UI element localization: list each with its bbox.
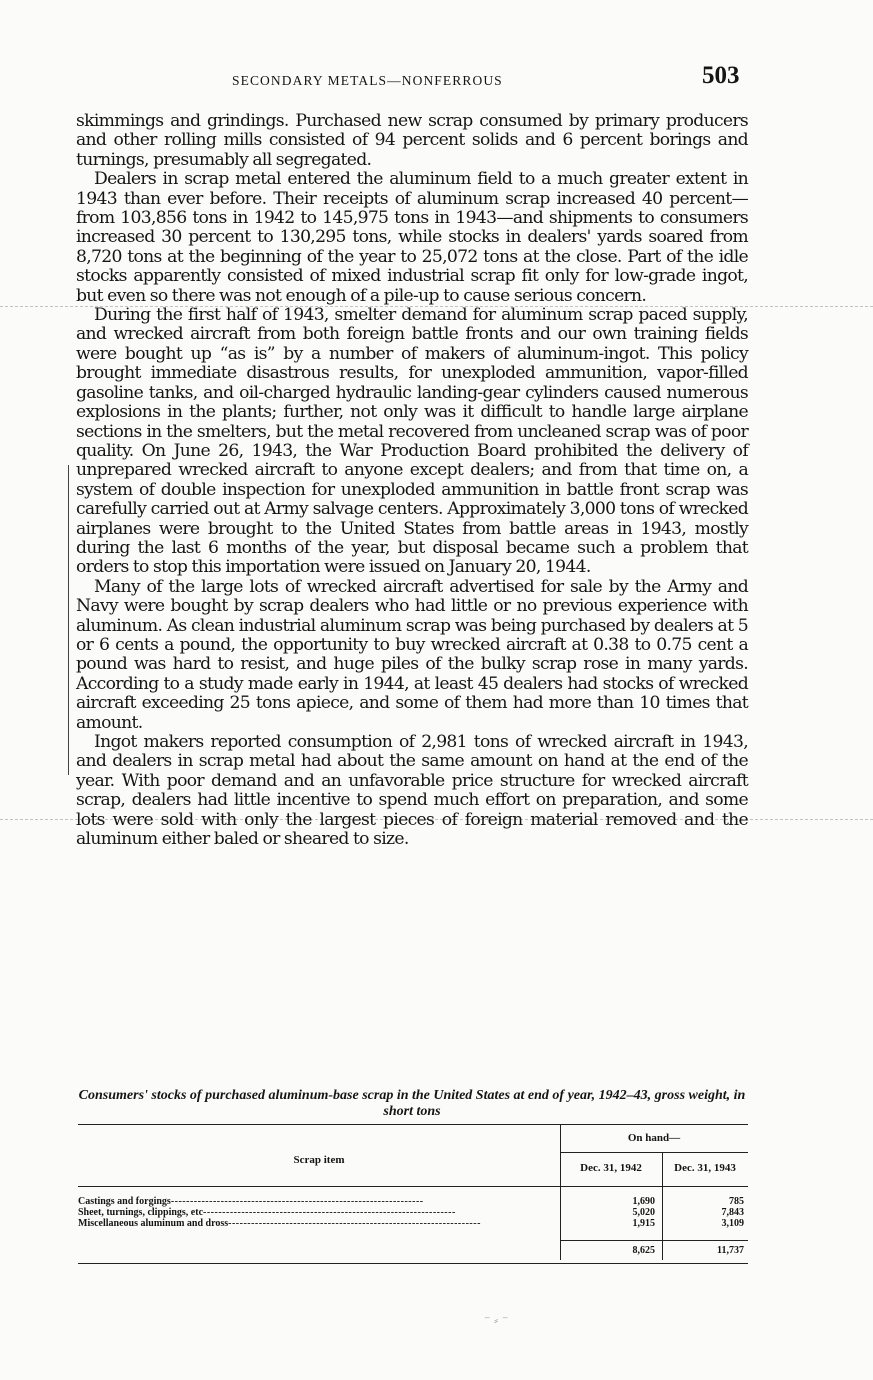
total-row [78, 1245, 748, 1256]
scan-mark: ⁻ ⸗ ⁻ [484, 1313, 509, 1327]
table-caption: Consumers' stocks of purchased aluminum-base scrap in the United States at end of year, 1942–43, gross weight, in short tons [78, 1088, 746, 1119]
header-on-hand: On hand— [627, 1132, 681, 1144]
margin-change-bar [68, 465, 69, 775]
group-rule [560, 1152, 748, 1153]
header-dec-1942: Dec. 31, 1942 [580, 1162, 642, 1174]
total-rule [560, 1240, 748, 1241]
total-1942: 8,625 [632, 1245, 655, 1256]
row-label: Sheet, turnings, clippings, etc - - - [78, 1207, 556, 1218]
header-rule [78, 1186, 748, 1187]
page-number: 503 [702, 62, 740, 89]
paragraph: Ingot makers reported consumption of 2,981 tons of wrecked aircraft in 1943, and dealers in scrap metal had about the same amount on hand at the end of the year. With poor demand and an unfavorable price structure for wrecked aircraft scrap, dealers had little incentive to spend much effort on preparation, and some lots were sold with only the largest pieces of foreign material removed and the aluminum either baled or sheared to size. [76, 732, 748, 850]
paragraph: Dealers in scrap metal entered the aluminum field to a much greater extent in 1943 than ever before. Their receipts of aluminum scrap increased 40 percent—from 103,856 tons in 1942 to 145,975 tons in 1943—and shipments to consumers increased 30 percent to 130,295 tons, while stocks in dealers' yards soared from 8,720 tons at the beginning of the year to 25,072 tons at the close. Part of the idle stocks apparently consisted of mixed industrial scrap fit only for low-grade ingot, but even so there was not enough of a pile-up to cause serious concern. [76, 169, 748, 306]
value-1943: 3,109 [721, 1218, 744, 1229]
table-row [78, 1196, 748, 1207]
table-row [78, 1218, 748, 1229]
body-text [76, 112, 748, 849]
paragraph: Many of the large lots of wrecked aircraft advertised for sale by the Army and Navy were bought by scrap dealers who had little or no previous experience with aluminum. As clean industrial aluminum scrap was being purchased by dealers at 5 or 6 cents a pound, the opportunity to buy wrecked aircraft at 0.38 to 0.75 cent a pound was hard to resist, and huge piles of the bulky scrap rose in many yards. According to a study made early in 1944, at least 45 dealers had stocks of wrecked aircraft exceeding 25 tons apiece, and some of them had more than 10 times that amount. [76, 576, 748, 733]
paragraph: During the first half of 1943, smelter demand for aluminum scrap paced supply, and wrecked aircraft from both foreign battle fronts and our own training fields were bought up “as is” by a number of makers of aluminum-ingot. This policy brought immediate disastrous results, for unexploded ammunition, vapor-filled gasoline tanks, and oil-charged hydraulic landing-gear cylinders caused numerous explosions in the plants; further, not only was it difficult to handle large airplane sections in the smelters, but the metal recovered from uncleaned scrap was of poor quality. On June 26, 1943, the War Production Board prohibited the delivery of unprepared wrecked aircraft to anyone except dealers; and from that time on, a system of double inspection for unexploded ammunition in battle front scrap was carefully carried out at Army salvage centers. Approximately 3,000 tons of wrecked airplanes were brought to the United States from battle areas in 1943, mostly during the last 6 months of the year, but disposal became such a problem that orders to stop this importation were issued on January 20, 1944. [76, 305, 748, 578]
value-1943: 785 [729, 1196, 744, 1207]
table-top-rule [78, 1124, 748, 1125]
header-dec-1943: Dec. 31, 1943 [674, 1162, 736, 1174]
running-title: SECONDARY METALS—NONFERROUS [232, 73, 503, 88]
paragraph: skimmings and grindings. Purchased new scrap consumed by primary producers and other rolling mills consisted of 94 percent solids and 6 percent borings and turnings, presumably all segregated. [76, 111, 748, 170]
value-1943: 7,843 [721, 1207, 744, 1218]
value-1942: 5,020 [632, 1207, 655, 1218]
row-label: Miscellaneous aluminum and dross - - - [78, 1218, 556, 1229]
total-1943: 11,737 [717, 1245, 744, 1256]
value-1942: 1,690 [632, 1196, 655, 1207]
value-1942: 1,915 [632, 1218, 655, 1229]
row-label: Castings and forgings - - - [78, 1196, 556, 1207]
table-row [78, 1207, 748, 1218]
table-bottom-rule [78, 1263, 748, 1264]
running-head [0, 62, 873, 96]
header-scrap-item: Scrap item [293, 1154, 345, 1166]
